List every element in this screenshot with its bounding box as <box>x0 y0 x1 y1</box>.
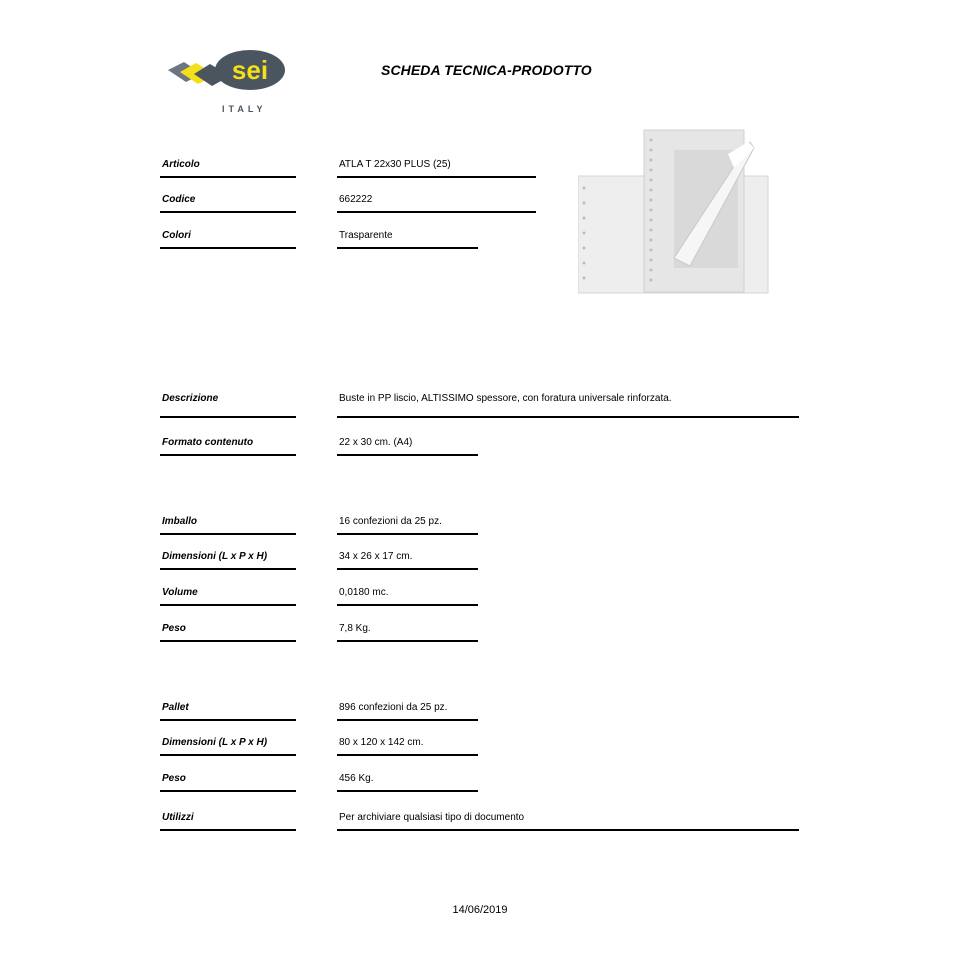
field-label: Descrizione <box>160 393 296 418</box>
field-value: Per archiviare qualsiasi tipo di documento <box>337 812 799 831</box>
field-value: 16 confezioni da 25 pz. <box>337 516 478 535</box>
field-label: Dimensioni (L x P x H) <box>160 737 296 756</box>
field-label: Volume <box>160 587 296 606</box>
field-label: Pallet <box>160 702 296 721</box>
document-date: 14/06/2019 <box>452 904 508 916</box>
field-label: Dimensioni (L x P x H) <box>160 551 296 570</box>
page-title: SCHEDA TECNICA-PRODOTTO <box>381 62 592 78</box>
field-value: 22 x 30 cm. (A4) <box>337 437 478 456</box>
field-label: Formato contenuto <box>160 437 296 456</box>
punched-pocket-sheets-image <box>578 128 770 294</box>
field-label: Peso <box>160 773 296 792</box>
field-label: Articolo <box>160 159 296 178</box>
field-value: Trasparente <box>337 230 478 249</box>
field-label: Imballo <box>160 516 296 535</box>
field-value: ATLA T 22x30 PLUS (25) <box>337 159 536 178</box>
field-label: Peso <box>160 623 296 642</box>
field-value: 662222 <box>337 194 536 213</box>
field-value: 80 x 120 x 142 cm. <box>337 737 478 756</box>
field-value: 896 confezioni da 25 pz. <box>337 702 478 721</box>
field-label: Colori <box>160 230 296 249</box>
field-value: 0,0180 mc. <box>337 587 478 606</box>
brand-name: sei <box>231 55 269 85</box>
field-label: Utilizzi <box>160 812 296 831</box>
field-value: Buste in PP liscio, ALTISSIMO spessore, con foratura universale rinforzata. <box>337 393 799 418</box>
field-value: 456 Kg. <box>337 773 478 792</box>
field-value: 34 x 26 x 17 cm. <box>337 551 478 570</box>
field-label: Codice <box>160 194 296 213</box>
brand-subtitle: ITALY <box>222 104 267 114</box>
field-value: 7,8 Kg. <box>337 623 478 642</box>
